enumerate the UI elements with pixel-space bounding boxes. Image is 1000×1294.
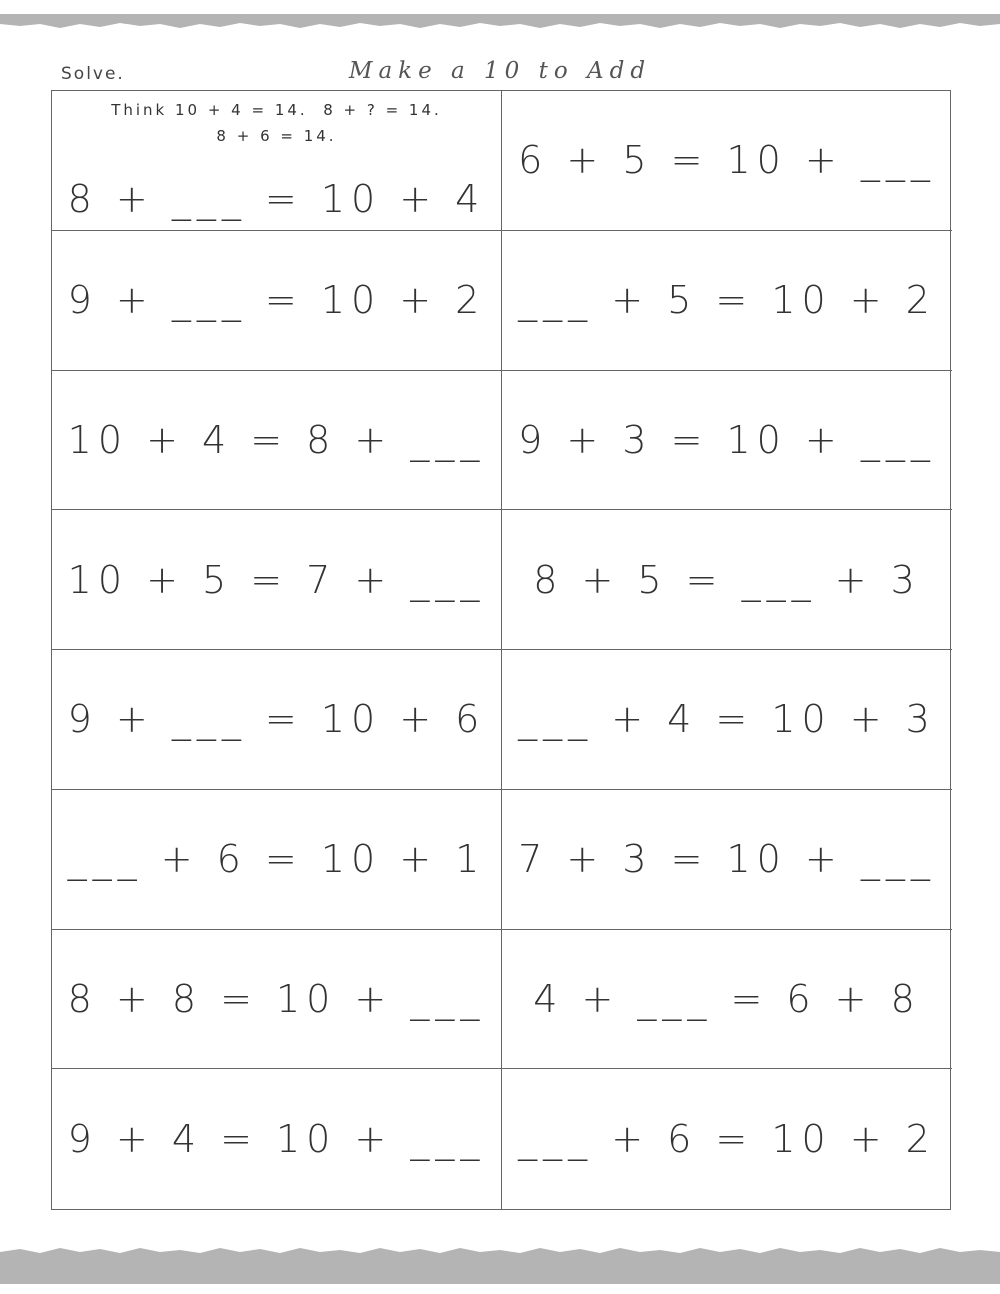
equation-text: ___ + 6 = 10 + 1 <box>67 837 486 882</box>
equation-text: 9 + 4 = 10 + ___ <box>67 1117 486 1162</box>
equation-text: 7 + 3 = 10 + ___ <box>518 837 936 882</box>
problem-cell <box>52 790 502 930</box>
equation-text: 10 + 5 = 7 + ___ <box>67 557 486 602</box>
problem-cell <box>52 1069 502 1209</box>
equation-text: 9 + ___ = 10 + 6 <box>67 697 486 742</box>
problem-cell <box>52 231 502 371</box>
problem-cell <box>52 91 502 231</box>
problem-cell <box>502 650 952 790</box>
equation-text: 8 + ___ = 10 + 4 <box>67 177 486 221</box>
equation-text: 6 + 5 = 10 + ___ <box>518 138 936 183</box>
equation-text: 9 + ___ = 10 + 2 <box>67 278 486 323</box>
problem-cell <box>502 1069 952 1209</box>
equation-text: 4 + ___ = 6 + 8 <box>533 976 921 1021</box>
problem-cell <box>52 371 502 511</box>
example-hint <box>52 97 501 149</box>
equation-text: 8 + 5 = ___ + 3 <box>533 557 921 602</box>
problem-cell <box>52 930 502 1070</box>
equation-text: 9 + 3 = 10 + ___ <box>518 417 936 462</box>
equation-text: ___ + 4 = 10 + 3 <box>518 697 936 742</box>
hint-line-1: Think 10 + 4 = 14. 8 + ? = 14. <box>111 101 442 119</box>
hint-line-2: 8 + 6 = 14. <box>216 127 337 145</box>
problem-cell <box>502 790 952 930</box>
worksheet-title: Make a 10 to Add <box>348 58 652 84</box>
equation-text: ___ + 6 = 10 + 2 <box>518 1117 936 1162</box>
problem-cell <box>502 231 952 371</box>
problem-grid <box>51 90 951 1210</box>
equation-text: ___ + 5 = 10 + 2 <box>518 278 936 323</box>
problem-cell <box>502 510 952 650</box>
problem-cell <box>502 91 952 231</box>
bottom-torn-border <box>0 1240 1000 1288</box>
top-torn-border <box>0 10 1000 36</box>
problem-cell <box>502 371 952 511</box>
problem-cell <box>52 510 502 650</box>
problem-cell <box>502 930 952 1070</box>
equation-text: 10 + 4 = 8 + ___ <box>67 417 486 462</box>
problem-cell <box>52 650 502 790</box>
equation-text: 8 + 8 = 10 + ___ <box>67 976 486 1021</box>
instruction-text: Solve. <box>61 64 125 84</box>
